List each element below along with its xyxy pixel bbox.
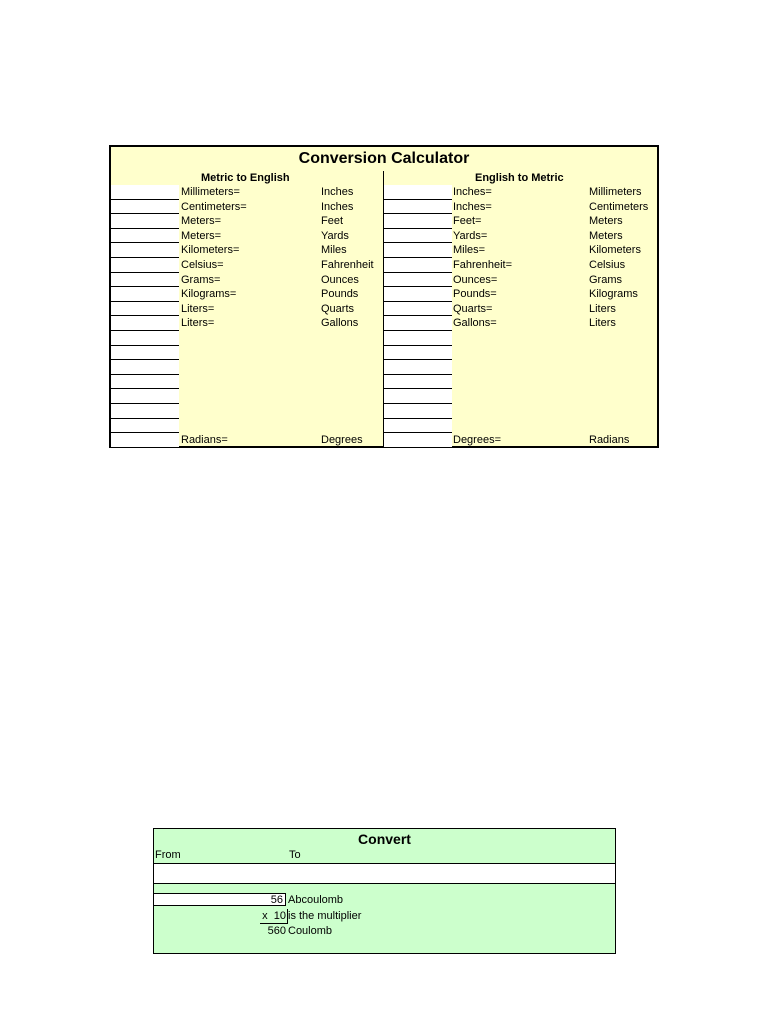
to-unit-label: Kilograms [589,288,638,301]
english-to-metric-input-16[interactable] [384,404,452,419]
metric-to-english-input-7[interactable] [111,273,179,288]
from-unit-label: Inches= [453,200,492,213]
english-to-metric-input-1[interactable] [384,185,452,200]
to-unit-label: Feet [321,215,344,228]
from-unit-label: Gallons= [453,317,497,330]
to-unit-label: Meters [589,215,623,228]
from-unit-label: Yards= [453,229,488,242]
convert-input-unit: Abcoulomb [288,894,344,906]
to-unit-label: Degrees [321,434,363,447]
english-to-metric-input-10[interactable] [384,316,452,331]
from-unit-label: Grams= [181,273,221,286]
from-unit-label: Quarts= [453,302,493,315]
english-to-metric-heading: English to Metric [475,172,564,184]
metric-to-english-input-12[interactable] [111,346,179,361]
multiplier-prefix: x [262,910,268,922]
from-unit-select[interactable] [154,863,615,880]
metric-to-english-input-6[interactable] [111,258,179,273]
metric-to-english-input-13[interactable] [111,360,179,375]
from-unit-label: Celsius= [181,259,224,271]
metric-to-english-input-16[interactable] [111,404,179,419]
english-to-metric-input-11[interactable] [384,331,452,346]
to-unit-label: Ounces [321,273,359,286]
english-to-metric-input-12[interactable] [384,346,452,361]
metric-to-english-input-11[interactable] [111,331,179,346]
metric-to-english-input-8[interactable] [111,287,179,302]
english-to-metric-input-7[interactable] [384,273,452,288]
calculator-title: Conversion Calculator [298,150,470,167]
english-to-metric-input-17[interactable] [384,419,452,434]
metric-to-english-input-9[interactable] [111,302,179,317]
multiplier-cell [260,909,288,924]
metric-to-english-input-17[interactable] [111,419,179,434]
to-unit-label: Yards [321,229,349,242]
from-unit-label: Inches= [453,186,492,198]
from-unit-label: Centimeters= [181,200,247,213]
to-unit-label: Meters [589,229,623,242]
from-unit-label: Ounces= [453,273,498,286]
from-unit-label: Radians= [181,434,228,447]
to-unit-label: Grams [589,273,622,286]
to-unit-label: Fahrenheit [321,259,374,271]
english-to-metric-input-5[interactable] [384,243,452,258]
convert-input-value[interactable]: 56 [154,893,286,906]
from-unit-label: Degrees= [453,434,502,447]
from-unit-label: Kilograms= [181,288,237,301]
metric-to-english-input-2[interactable] [111,200,179,215]
to-unit-label: Millimeters [589,186,642,198]
english-to-metric-input-2[interactable] [384,200,452,215]
metric-to-english-heading: Metric to English [201,172,290,184]
to-unit-label: Gallons [321,317,359,330]
to-unit-label: Liters [589,302,616,315]
convert-title: Convert [358,831,411,847]
english-to-metric-input-8[interactable] [384,287,452,302]
from-unit-label: Feet= [453,215,482,228]
to-unit-label: Inches [321,186,354,198]
convert-result-value: 560 [267,925,286,937]
from-unit-label: Meters= [181,215,222,228]
metric-to-english-input-10[interactable] [111,316,179,331]
metric-to-english-input-1[interactable] [111,185,179,200]
from-label: From [155,849,181,861]
english-to-metric-input-13[interactable] [384,360,452,375]
multiplier-text: is the multiplier [288,910,362,922]
to-label: To [289,849,301,861]
metric-to-english-input-18[interactable] [111,433,179,448]
from-unit-label: Pounds= [453,288,497,301]
to-unit-label: Radians [589,434,630,447]
from-unit-label: Millimeters= [181,186,240,198]
english-to-metric-input-9[interactable] [384,302,452,317]
to-unit-label: Quarts [321,302,355,315]
metric-to-english-input-3[interactable] [111,214,179,229]
from-unit-label: Kilometers= [181,244,240,257]
from-unit-label: Fahrenheit= [453,259,513,271]
convert-panel [153,828,616,954]
from-unit-label: Liters= [181,302,215,315]
metric-to-english-input-4[interactable] [111,229,179,244]
to-unit-label: Celsius [589,259,626,271]
metric-to-english-input-5[interactable] [111,243,179,258]
multiplier-value: 10 [273,910,286,922]
to-unit-label: Liters [589,317,616,330]
english-to-metric-input-15[interactable] [384,389,452,404]
to-unit-select[interactable] [154,879,615,884]
from-unit-label: Liters= [181,317,215,330]
english-to-metric-input-18[interactable] [384,433,452,448]
english-to-metric-input-6[interactable] [384,258,452,273]
to-unit-label: Pounds [321,288,359,301]
english-to-metric-input-3[interactable] [384,214,452,229]
to-unit-label: Inches [321,200,354,213]
metric-to-english-input-15[interactable] [111,389,179,404]
from-unit-label: Miles= [453,244,486,257]
metric-to-english-input-14[interactable] [111,375,179,390]
conversion-calculator-panel [109,145,659,448]
to-unit-label: Kilometers [589,244,641,257]
to-unit-label: Miles [321,244,347,257]
from-unit-label: Meters= [181,229,222,242]
convert-result-unit: Coulomb [288,925,333,937]
english-to-metric-input-14[interactable] [384,375,452,390]
english-to-metric-input-4[interactable] [384,229,452,244]
to-unit-label: Centimeters [589,200,649,213]
